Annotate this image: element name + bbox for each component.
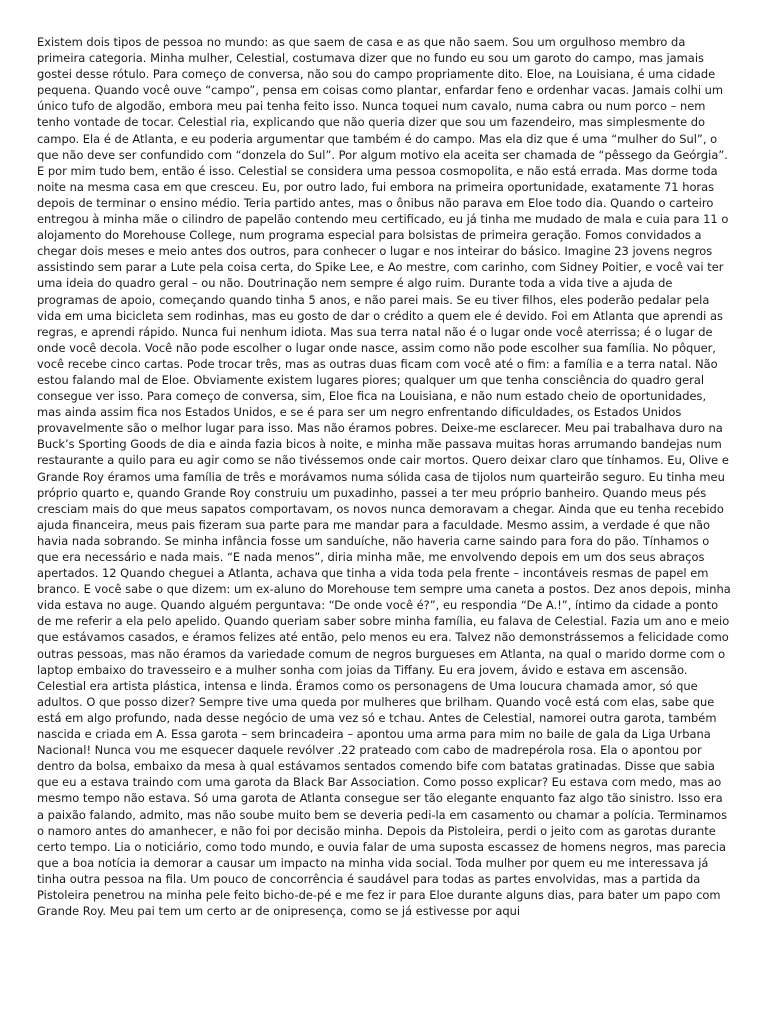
body-paragraph: Existem dois tipos de pessoa no mundo: as que saem de casa e as que não saem. Sou um orgulhoso membro da primeira categoria. Minha mulher, Celestial, costumava dizer que no fundo eu sou um garoto do campo, mas jamais gostei desse rótulo. Para começo de conversa, não sou do campo propriamente dito. Eloe, na Louisiana, é uma cidade pequena. Quando você ouve “campo”, pensa em coisas como plantar, enfardar feno e ordenhar vacas. Jamais colhi um único tufo de algodão, embora meu pai tenha feito isso. Nunca toquei num cavalo, numa cabra ou num porco – nem tenho vontade de tocar. Celestial ria, explicando que não queria dizer que sou um fazendeiro, mas simplesmente do campo. Ela é de Atlanta, e eu poderia argumentar que também é do campo. Mas ela diz que é uma “mulher do Sul”, o que não deve ser confundido com “donzela do Sul”. Por algum motivo ela aceita ser chamada de “pêssego da Geórgia”. E por mim tudo bem, então é isso. Celestial se considera uma pessoa cosmopolita, e não está errada. Mas dorme toda noite na mesma casa em que cresceu. Eu, por outro lado, fui embora na primeira oportunidade, exatamente 71 horas depois de terminar o ensino médio. Teria partido antes, mas o ônibus não parava em Eloe todo dia. Quando o carteiro entregou à minha mãe o cilindro de papelão contendo meu certificado, eu já tinha me mudado de mala e cuia para 11 o alojamento do Morehouse College, num programa especial para bolsistas de primeira geração. Fomos convidados a chegar dois meses e meio antes dos outros, para conhecer o lugar e nos inteirar do básico. Imagine 23 jovens negros assistindo sem parar a Lute pela coisa certa, do Spike Lee, e Ao mestre, com carinho, com Sidney Poitier, e você vai ter uma ideia do quadro geral – ou não. Doutrinação nem sempre é algo ruim. Durante toda a vida tive a ajuda de programas de apoio, começando quando tinha 5 anos, e não parei mais. Se eu tiver filhos, eles poderão pedalar pela vida em uma bicicleta sem rodinhas, mas eu gosto de dar o crédito a quem ele é devido. Foi em Atlanta que aprendi as regras, e aprendi rápido. Nunca fui nenhum idiota. Mas sua terra natal não é o lugar onde você aterrissa; é o lugar de onde você decola. Você não pode escolher o lugar onde nasce, assim como não pode escolher sua família. No pôquer, você recebe cinco cartas. Pode trocar três, mas as outras duas ficam com você até o fim: a família e a terra natal. Não estou falando mal de Eloe. Obviamente existem lugares piores; qualquer um que tenha consciência do quadro geral consegue ver isso. Para começo de conversa, sim, Eloe fica na Louisiana, e não num estado cheio de oportunidades, mas ainda assim fica nos Estados Unidos, e se é para ser um negro enfrentando dificuldades, os Estados Unidos provavelmente são o melhor lugar para isso. Mas não éramos pobres. Deixe-me esclarecer. Meu pai trabalhava duro na Buck’s Sporting Goods de dia e ainda fazia bicos à noite, e minha mãe passava muitas horas arrumando bandejas num restaurante a quilo para eu agir como se não tivéssemos onde cair mortos. Quero deixar claro que tínhamos. Eu, Olive e Grande Roy éramos uma família de três e morávamos numa sólida casa de tijolos num quarteirão seguro. Eu tinha meu próprio quarto e, quando Grande Roy construiu um puxadinho, passei a ter meu próprio banheiro. Quando meus pés cresciam mais do que meus sapatos comportavam, os novos nunca demoravam a chegar. Ainda que eu tenha recebido ajuda financeira, meus pais fizeram sua parte para me mandar para a faculdade. Mesmo assim, a verdade é que não havia nada sobrando. Se minha infância fosse um sanduíche, não haveria carne saindo para fora do pão. Tínhamos o que era necessário e nada mais. “E nada menos”, diria minha mãe, me envolvendo depois em um dos seus abraços apertados. 12 Quando cheguei a Atlanta, achava que tinha a vida toda pela frente – incontáveis resmas de papel em branco. E você sabe o que dizem: um ex-aluno do Morehouse tem sempre uma caneta a postos. Dez anos depois, minha vida estava no auge. Quando alguém perguntava: “De onde você é?”, eu respondia “De A.!”, íntimo da cidade a ponto de me referir a ela pelo apelido. Quando queriam saber sobre minha família, eu falava de Celestial. Fazia um ano e meio que estávamos casados, e éramos felizes até então, pelo menos eu era. Talvez não demonstrássemos a felicidade como outras pessoas, mas não éramos da variedade comum de negros burgueses em Atlanta, na qual o marido dorme com o laptop embaixo do travesseiro e a mulher sonha com joias da Tiffany. Eu era jovem, ávido e estava em ascensão. Celestial era artista plástica, intensa e linda. Éramos como os personagens de Uma loucura chamada amor, só que adultos. O que posso dizer? Sempre tive uma queda por mulheres que brilham. Quando você está com elas, sabe que está em algo profundo, nada desse negócio de uma vez só e tchau. Antes de Celestial, namorei outra garota, também nascida e criada em A. Essa garota – sem brincadeira – apontou uma arma para mim no baile de gala da Liga Urbana Nacional! Nunca vou me esquecer daquele revólver .22 prateado com cabo de madrepérola rosa. Ela o apontou por dentro da bolsa, embaixo da mesa à qual estávamos sentados comendo bife com batatas gratinadas. Disse que sabia que eu a estava traindo com uma garota da Black Bar Association. Como posso explicar? Eu estava com medo, mas ao mesmo tempo não estava. Só uma garota de Atlanta consegue ser tão elegante enquanto faz algo tão sinistro. Isso era a paixão falando, admito, mas não soube muito bem se deveria pedi-la em casamento ou chamar a polícia. Terminamos o namoro antes do amanhecer, e não foi por decisão minha. Depois da Pistoleira, perdi o jeito com as garotas durante certo tempo. Lia o noticiário, como todo mundo, e ouvia falar de uma suposta escassez de homens negros, mas parecia que a boa notícia ia demorar a causar um impacto na minha vida social. Toda mulher por quem eu me interessava já tinha outra pessoa na fila. Um pouco de concorrência é saudável para todas as partes envolvidas, mas a partida da Pistoleira penetrou na minha pele feito bicho-de-pé e me fez ir para Eloe durante alguns dias, para bater um papo com Grande Roy. Meu pai tem um certo ar de onipresença, como se já estivesse por aqui xyxy=(37,35,731,919)
document-page xyxy=(37,34,731,919)
